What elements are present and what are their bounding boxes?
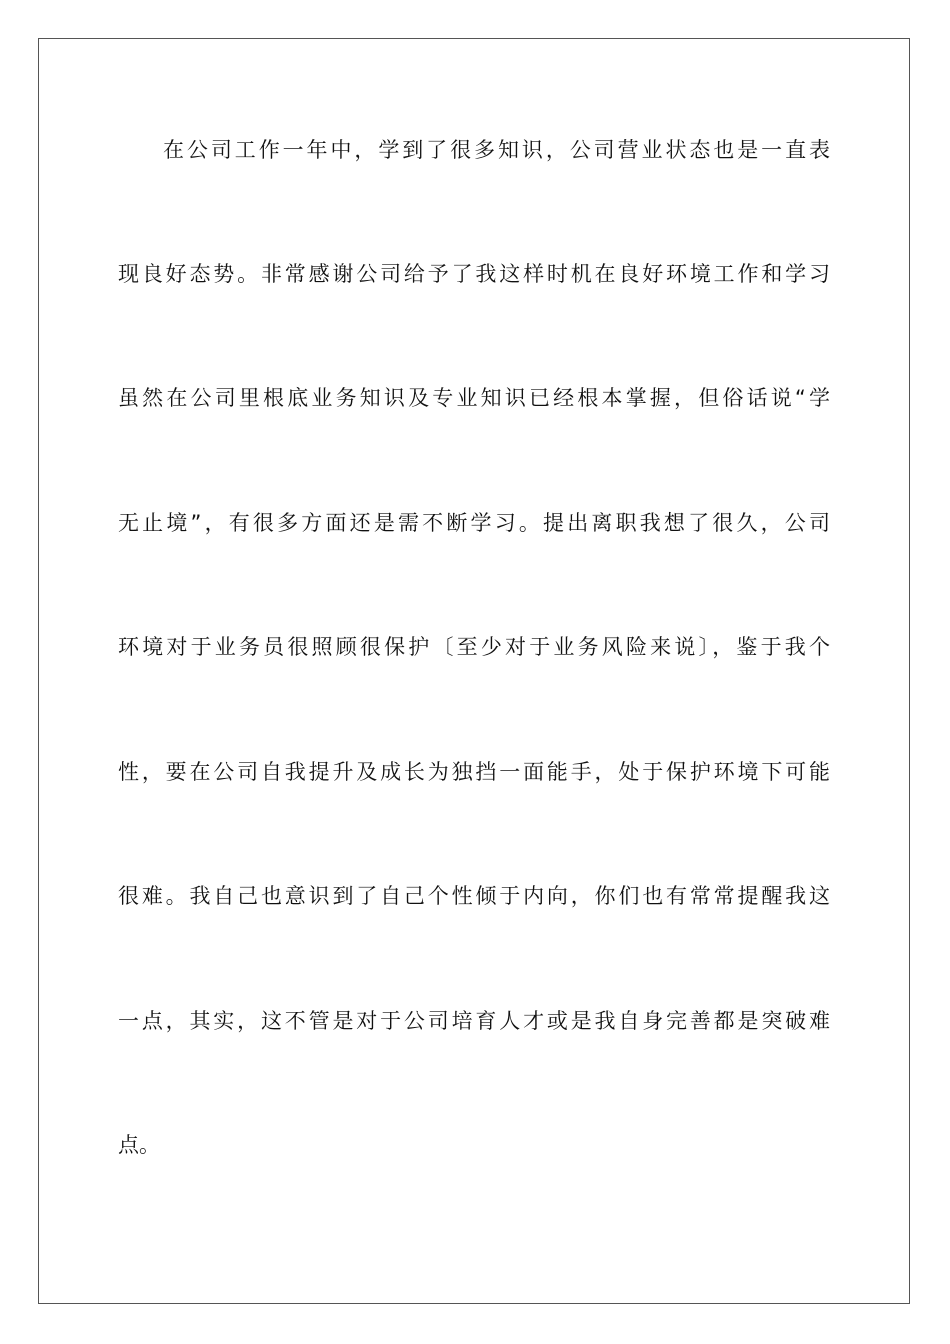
page-border (38, 38, 910, 1304)
paragraph-line: 虽然在公司里根底业务知识及专业知识已经根本掌握，但俗话说“学 (118, 386, 830, 410)
paragraph-line: 在公司工作一年中，学到了很多知识，公司营业状态也是一直表 (163, 138, 830, 162)
paragraph-line: 很难。我自己也意识到了自己个性倾于内向，你们也有常常提醒我这 (118, 884, 830, 908)
paragraph-line: 现良好态势。非常感谢公司给予了我这样时机在良好环境工作和学习 (118, 262, 830, 286)
paragraph-line: 点。 (118, 1133, 160, 1157)
paragraph-line: 一点，其实，这不管是对于公司培育人才或是我自身完善都是突破难 (118, 1009, 830, 1033)
paragraph-line: 无止境”，有很多方面还是需不断学习。提出离职我想了很久，公司 (118, 511, 830, 535)
paragraph-line: 环境对于业务员很照顾很保护〔至少对于业务风险来说〕，鉴于我个 (118, 635, 830, 659)
paragraph-line: 性，要在公司自我提升及成长为独挡一面能手，处于保护环境下可能 (118, 760, 830, 784)
